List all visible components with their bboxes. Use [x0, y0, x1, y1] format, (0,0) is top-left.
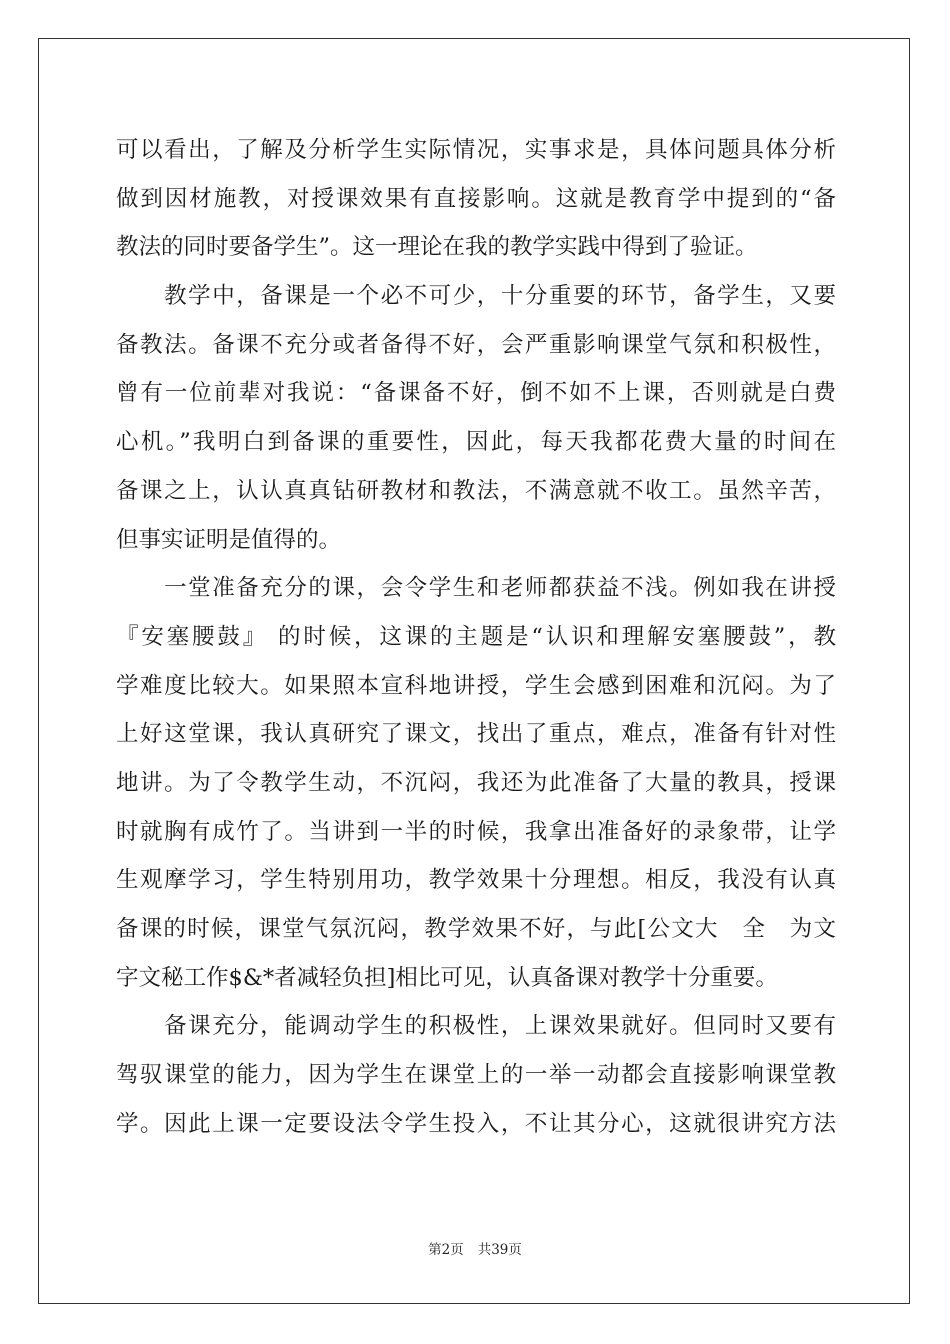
page-total: 共39页	[477, 1242, 522, 1258]
text-line: 生观摩学习，学生特别用功，教学效果十分理想。相反，我没有认真	[116, 867, 836, 894]
text-line: 但事实证明是值得的。	[116, 526, 342, 553]
text-line: 一堂准备充分的课，会令学生和老师都获益不浅。例如我在讲授	[116, 575, 836, 602]
text-line: 心机。”我明白到备课的重要性，因此，每天我都花费大量的时间在	[116, 429, 836, 456]
text-line: 学难度比较大。如果照本宣科地讲授，学生会感到困难和沉闷。为了	[116, 672, 836, 699]
text-line: 可以看出，了解及分析学生实际情况，实事求是，具体问题具体分析	[116, 137, 836, 163]
text-line: 字文秘工作$&*者减轻负担]相比可见，认真备课对教学十分重要。	[116, 964, 778, 991]
text-line: 做到因材施教，对授课效果有直接影响。这就是教育学中提到的“备	[116, 185, 836, 212]
text-line: 时就胸有成竹了。当讲到一半的时候，我拿出准备好的录象带，让学	[116, 818, 836, 845]
text-line: 曾有一位前辈对我说：“备课备不好，倒不如不上课，否则就是白费	[116, 380, 836, 407]
text-line: 备课的时候，课堂气氛沉闷，教学效果不好，与此[公文大 全 为文	[116, 916, 836, 942]
text-line: 地讲。为了令教学生动，不沉闷，我还为此准备了大量的教具，授课	[116, 769, 836, 796]
page-footer	[0, 1238, 950, 1258]
text-line: 备教法。备课不充分或者备得不好，会严重影响课堂气氛和积极性，	[116, 331, 836, 358]
text-line: 备课充分，能调动学生的积极性，上课效果就好。但同时又要有	[116, 1013, 836, 1040]
text-line: 备课之上，认认真真钻研教材和教法，不满意就不收工。虽然辛苦，	[116, 477, 836, 504]
text-line: 学。因此上课一定要设法令学生投入，不让其分心，这就很讲究方法	[116, 1110, 836, 1137]
page-number: 第2页	[428, 1242, 464, 1258]
text-line: 驾驭课堂的能力，因为学生在课堂上的一举一动都会直接影响课堂教	[116, 1062, 836, 1089]
text-line: 教学中，备课是一个必不可少，十分重要的环节，备学生，又要	[116, 283, 836, 310]
text-line: 上好这堂课，我认真研究了课文，找出了重点，难点，准备有针对性	[116, 721, 836, 748]
document-body	[116, 126, 836, 1148]
text-line: 教法的同时要备学生”。这一理论在我的教学实践中得到了验证。	[116, 234, 758, 261]
text-line: 『安塞腰鼓』 的时候，这课的主题是“认识和理解安塞腰鼓”，教	[116, 623, 836, 650]
